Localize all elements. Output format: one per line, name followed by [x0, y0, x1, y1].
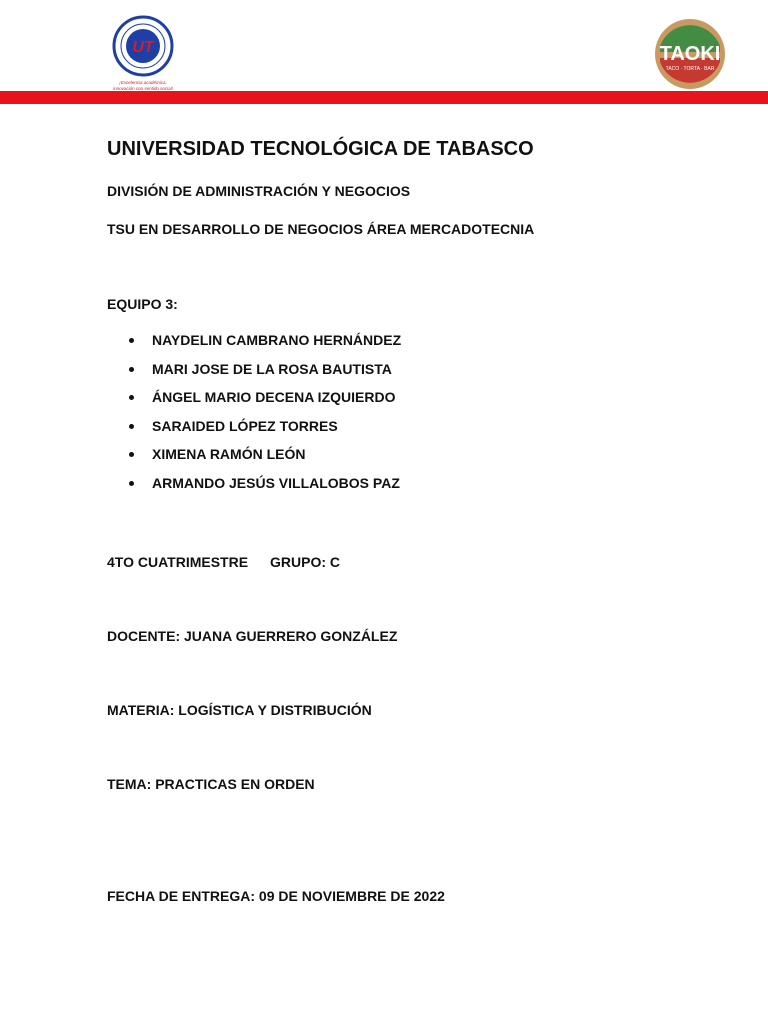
member-name: XIMENA RAMÓN LEÓN — [152, 446, 306, 462]
due-date-line: FECHA DE ENTREGA: 09 DE NOVIEMBRE DE 2022 — [107, 888, 445, 904]
list-item — [129, 418, 401, 447]
team-label: EQUIPO 3: — [107, 296, 178, 312]
taoki-logo — [652, 18, 728, 90]
bullet-icon — [129, 367, 134, 372]
taoki-wordmark: TAOKI — [659, 43, 721, 65]
bullet-icon — [129, 338, 134, 343]
program-line: TSU EN DESARROLLO DE NEGOCIOS ÁREA MERCADOTECNIA — [107, 221, 535, 237]
list-item — [129, 389, 401, 418]
list-item — [129, 361, 401, 390]
member-name: SARAIDED LÓPEZ TORRES — [152, 417, 338, 434]
division-line: DIVISIÓN DE ADMINISTRACIÓN Y NEGOCIOS — [107, 183, 411, 199]
team-members-list — [129, 332, 401, 503]
university-tagline-2: innovación con sentido social! — [113, 86, 173, 91]
member-name: MARI JOSE DE LA ROSA BAUTISTA — [152, 360, 392, 377]
member-name: ARMANDO JESÚS VILLALOBOS PAZ — [152, 474, 400, 491]
taoki-subtext: TACO · TORTA · BAR — [665, 66, 715, 72]
term-group-line — [107, 554, 340, 570]
list-item — [129, 475, 401, 504]
university-logo — [108, 14, 178, 94]
member-name: NAYDELIN CAMBRANO HERNÁNDEZ — [152, 332, 402, 348]
topic-line: TEMA: PRACTICAS EN ORDEN — [107, 776, 315, 792]
member-name: ÁNGEL MARIO DECENA IZQUIERDO — [152, 389, 396, 405]
bullet-icon — [129, 395, 134, 400]
teacher-line: DOCENTE: JUANA GUERRERO GONZÁLEZ — [107, 628, 398, 644]
group-text: GRUPO: C — [270, 554, 341, 570]
subject-line: MATERIA: LOGÍSTICA Y DISTRIBUCIÓN — [107, 702, 372, 718]
list-item — [129, 332, 401, 361]
bullet-icon — [129, 424, 134, 429]
document-header — [0, 0, 768, 104]
university-tagline-1: ¡Excelencia académica, — [119, 80, 167, 85]
list-item — [129, 446, 401, 475]
header-red-bar — [0, 91, 768, 104]
bullet-icon — [129, 452, 134, 457]
university-title: UNIVERSIDAD TECNOLÓGICA DE TABASCO — [107, 138, 534, 160]
bullet-icon — [129, 481, 134, 486]
term-text: 4TO CUATRIMESTRE — [107, 554, 249, 570]
university-monogram: UT — [132, 39, 154, 56]
